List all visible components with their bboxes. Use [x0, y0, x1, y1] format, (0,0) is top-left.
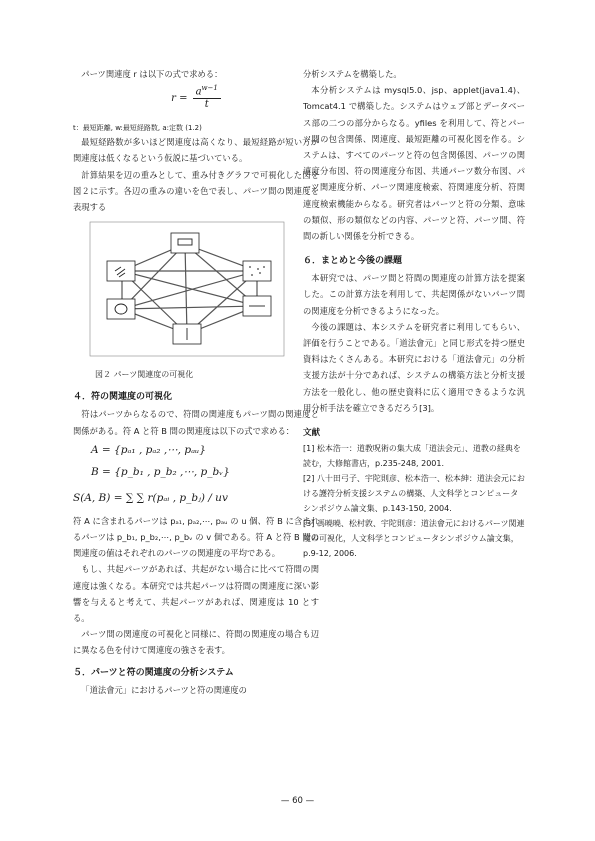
- references-title: 文献: [303, 428, 321, 439]
- equation-A: A = {pₐ₁ , pₐ₂ ,⋯, pₐᵤ}: [91, 443, 206, 456]
- graph-figure: [87, 219, 287, 359]
- paragraph: もし、共起パーツがあれば、共起がない場合に比べて符間の関連度は強くなる。本研究では共起パーツは符間の関連度に深い影響を与えると考えて、共起パーツがあれば、関連度は 10 とする。: [73, 564, 319, 624]
- paragraph: 本研究では、パーツ間と符間の関連度の計算方法を提案した。この計算方法を利用して、共起関係がないパーツ間の関連度を分析できるようになった。: [303, 273, 525, 316]
- eq-den: t: [204, 98, 209, 110]
- reference-item: [3] 馮曉曉、松村敦、宇陀則彦：道法會元におけるパーツ関連度の可視化，人文科学とコンピュータシンポジウム論文集，p.9-12, 2006.: [303, 519, 525, 559]
- fraction: [193, 84, 221, 109]
- equation-S: S(A, B) = ∑ ∑ r(pₐᵢ , p_bⱼ) / uv: [73, 491, 228, 504]
- eq-num: a: [195, 86, 202, 98]
- paragraph: 本分析システムは mysql5.0、jsp、applet(java1.4)、Tomcat4.1 で構築した。システムはウェブ部とデータベース部の二つの部分からなる。yfiles を利用して、符とパーツ間の包含関係、関連度、最短距離の可視化図を作る。システムは、すべてのパーツと符の包含関係図、パーツの関連度分布図、符の関連度分布図、共通パーツ数分布図、パーツ関連度分析、パーツ関連度検索、符関連度分析、符関連度検索機能からなる。研究者はパーツと符の分類、意味の類似、形の類似などの内容、パーツと符、パーツ間、符間の新しい関係を分析できる。: [303, 85, 525, 242]
- paragraph: パーツ関連度 r は以下の式で求める：: [81, 69, 223, 79]
- eq-num-exp: w−1: [201, 84, 218, 93]
- variable-definitions: t：最短距離, w:最短経路数, a:定数 (1.2): [73, 124, 202, 133]
- right-column: [303, 66, 525, 561]
- section-heading-6: ６．まとめと今後の課題: [303, 256, 403, 267]
- node-box-left-lower: [107, 299, 135, 319]
- equation-r: [73, 84, 319, 120]
- paragraph: 「道法會元」におけるパーツと符の関連度の: [81, 684, 247, 695]
- paragraph: パーツ間の関連度の可視化と同様に、符間の関連度の場合も辺に異なる色を付けて関連度の強さを表す。: [73, 629, 319, 656]
- figure-2: [73, 219, 319, 383]
- section-heading-4: ４．符の関連度の可視化: [73, 392, 173, 403]
- paragraph: 符 A に含まれるパーツは pₐ₁, pₐ₂,⋯, pₐᵤ の u 個、符 B に含まれるパーツは p_b₁, p_b₂,⋯, p_bᵥ の v 個である。符 A と符 B 間の関連度の値はそれぞれのパーツの関連度の平均である。: [73, 515, 319, 559]
- reference-item: [2] 八十田弓子、宇陀則彦、松本浩一、松本紳：道法会元における護符分析支援システムの構築、人文科学とコンピュータシンポジウム論文集、p.143-150, 2004.: [303, 474, 525, 514]
- paragraph: 分析システムを構築した。: [303, 69, 402, 79]
- paragraph: 今後の課題は、本システムを研究者に利用してもらい、評価を行うことである。「道法會元」と同じ形式を持つ歴史資料はたくさんある。本研究における「道法會元」の分析支援方法が十分であれば、システムの構築方法と分析支援方法を一般化し、他の歴史資料に広く適用できるような汎用分析手法を確立できるだろう[3]。: [303, 321, 525, 413]
- node-box-top: [171, 233, 199, 253]
- eq-lhs: r =: [171, 93, 188, 105]
- page-number: — 60 —: [280, 796, 315, 806]
- references: [303, 426, 525, 561]
- node-box-left-upper: [107, 261, 135, 281]
- section-heading-5: ５．パーツと符の関連度の分析システム: [73, 667, 234, 678]
- paragraph: 最短経路数が多いほど関連度は高くなり、最短経路が短い方が関連度は低くなるという仮説に基づいている。: [73, 137, 319, 164]
- paragraph: 符はパーツからなるので、符間の関連度もパーツ間の関連度と関係がある。符 A と符 B 間の関連度は以下の式で求める：: [73, 409, 319, 436]
- node-box-right-upper: [243, 261, 271, 281]
- left-column: [73, 66, 319, 698]
- figure-caption: 図２ パーツ関連度の可視化: [95, 370, 194, 380]
- paragraph: 計算結果を辺の重みとして、重み付きグラフで可視化した図を図２に示す。各辺の重みの違いを色で表し、パーツ間の関連度を表現する: [73, 169, 319, 213]
- reference-item: [1] 松本浩一：道教呪術の集大成「道法会元」、道教の経典を読む，大修館書店，p.235-248, 2001.: [303, 444, 521, 469]
- equation-B: B = {p_b₁ , p_b₂ ,⋯, p_bᵥ}: [91, 465, 230, 478]
